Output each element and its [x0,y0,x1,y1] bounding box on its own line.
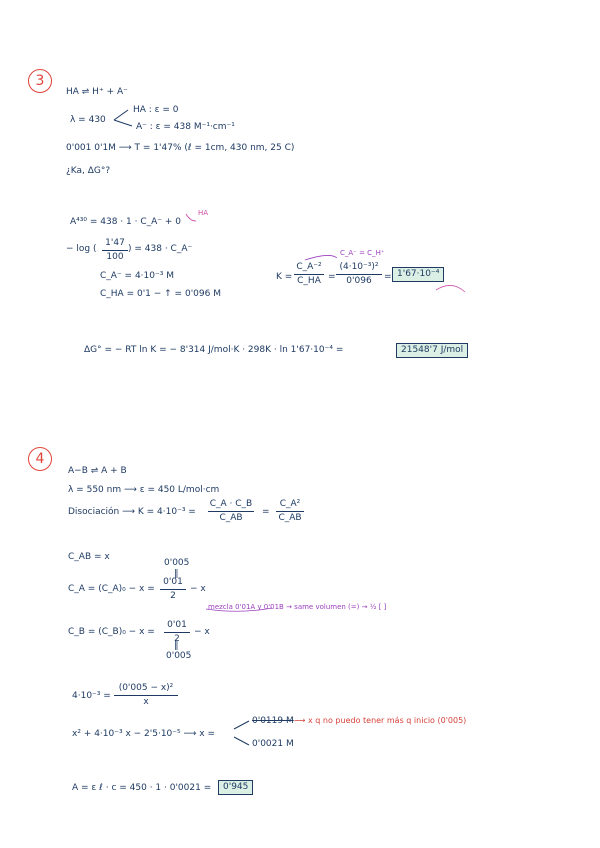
ca-top-value: 0'005 [164,558,190,568]
log-fraction [102,239,128,262]
ca-fraction-den: 2 [170,591,176,601]
root-1: 0'0119 M [252,716,294,726]
k-fraction [294,263,324,286]
problem-3-number: 3 [28,69,52,93]
ratio-note: C_A⁻ = C_H⁺ [340,249,385,257]
data-line-3: 0'001 0'1M ⟶ T = 1'47% (ℓ = 1cm, 430 nm, 25 C) [66,143,295,153]
ca-line: C_A = (C_A)₀ − x = [68,584,155,594]
lambda-3: λ = 430 [70,115,106,125]
k-equals: = [328,272,336,282]
cb-fraction-num: 0'01 [167,620,187,630]
dissociation-fraction-2 [276,500,304,523]
equilibrium-fraction-den: x [143,697,149,707]
equilibrium-fraction-num: (0'005 − x)² [118,683,174,693]
equilibrium-left: 4·10⁻³ = [72,691,111,701]
dissociation-fraction-1-num: C_A · C_B [209,499,253,509]
cb-fraction-den: 2 [174,634,180,644]
absorbance-note: HA [198,209,209,217]
ca-fraction [160,578,186,601]
branch-ha: HA : ε = 0 [133,105,179,115]
log-fraction-num: 1'47 [105,238,125,248]
k-fraction-2-den: 0'096 [346,276,372,286]
dg-result: 21548'7 J/mol [396,343,468,358]
cb-line: C_B = (C_B)₀ − x = [68,627,155,637]
equilibrium-fraction [114,684,178,707]
dissociation-equals: = [262,507,270,517]
cab-definition: C_AB = x [68,552,110,562]
problem-4-number: 4 [28,447,52,471]
ca-minus-x: − x [190,584,206,594]
dissociation-fraction-2-num: C_A² [279,499,301,509]
question-3: ¿Ka, ΔG°? [66,166,111,176]
final-result: 0'945 [218,780,253,795]
root-1-note: ⟶ x q no puedo tener más q inicio (0'005) [294,716,467,725]
log-equation-left: − log ( [66,244,97,254]
k-label: K = [276,272,293,282]
mix-note: mezcla 0'01A y 0'01B → same volumen (=) → ½ [ ] [208,603,387,611]
log-fraction-den: 100 [106,252,124,262]
branch-a: A⁻ : ε = 438 M⁻¹·cm⁻¹ [136,122,235,132]
final-equation: A = ε ℓ · c = 450 · 1 · 0'0021 = [72,783,212,793]
cb-bottom-value: 0'005 [166,651,192,661]
lambda-line-4: λ = 550 nm ⟶ ε = 450 L/mol·cm [68,485,220,495]
dissociation-fraction-1-den: C_AB [219,513,243,523]
ca-top-mark: ‖ [174,569,179,579]
cb-bottom-mark: ‖ [174,641,179,651]
ca-value: C_A⁻ = 4·10⁻³ M [100,271,174,281]
k-fraction-num: C_A⁻² [296,262,322,272]
cb-minus-x: − x [194,627,210,637]
dissociation-label: Disociación ⟶ K = 4·10⁻³ = [68,507,196,517]
dissociation-fraction-1 [208,500,254,523]
ca-fraction-num: 0'01 [163,577,183,587]
absorbance-equation: A⁴³⁰ = 438 · 1 · C_A⁻ + 0 [70,217,181,227]
reaction-3: HA ⇌ H⁺ + A⁻ [66,87,128,97]
log-equation-right: ) = 438 · C_A⁻ [128,244,193,254]
k-result: 1'67·10⁻⁴ [392,267,444,282]
cha-value: C_HA = 0'1 − ↑ = 0'096 M [100,289,221,299]
root-2: 0'0021 M [252,739,294,749]
reaction-4: A−B ⇌ A + B [68,466,127,476]
k-fraction-den: C_HA [297,276,321,286]
dissociation-fraction-2-den: C_AB [278,513,302,523]
k-fraction-2 [336,263,382,286]
k-fraction-2-num: (4·10⁻³)² [339,262,379,272]
quadratic-equation: x² + 4·10⁻³ x − 2'5·10⁻⁵ ⟶ x = [72,729,215,739]
dg-equation: ΔG° = − RT ln K = − 8'314 J/mol·K · 298K · ln 1'67·10⁻⁴ = [84,345,344,355]
k-equals-2: = [384,272,392,282]
